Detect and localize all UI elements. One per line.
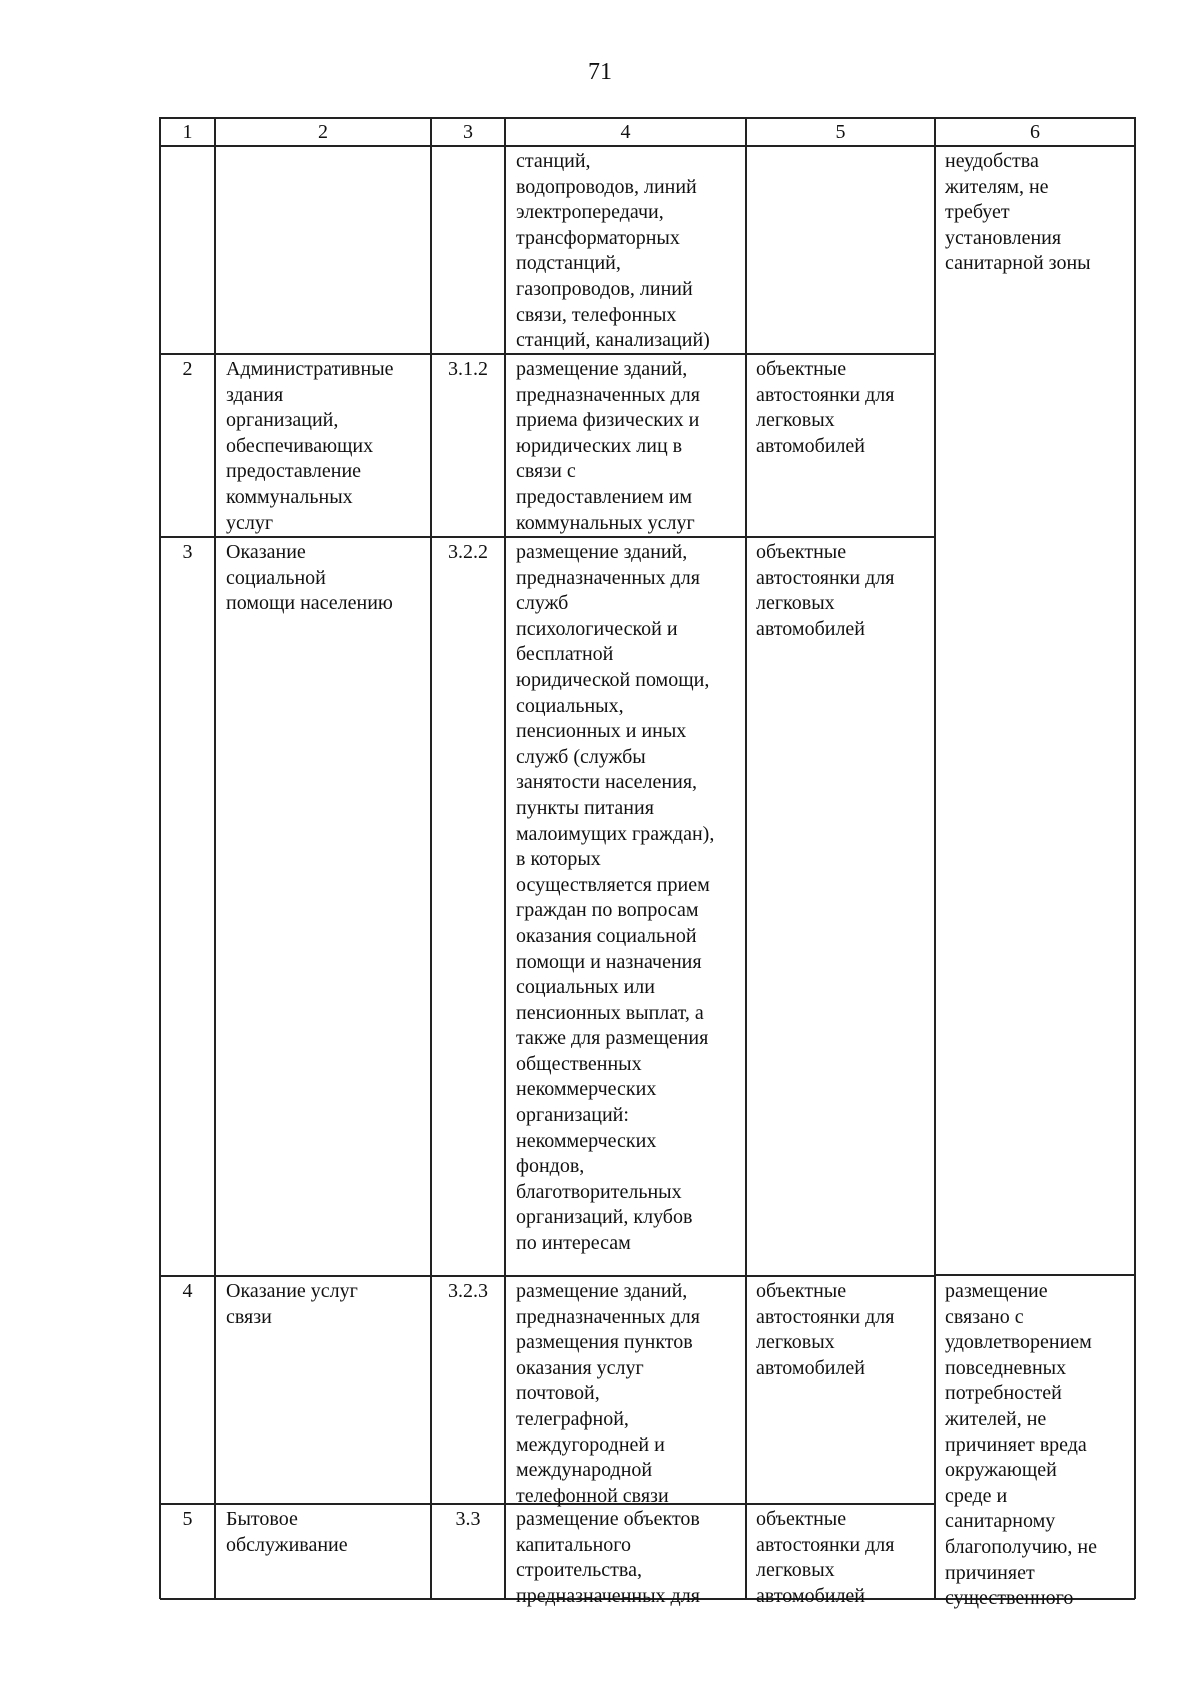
use-description-line: станций, канализаций)	[516, 329, 710, 352]
table-top-border	[160, 117, 1135, 119]
classifier-code: 3.2.2	[448, 541, 488, 563]
parking-requirement-line: объектные	[756, 1508, 847, 1530]
classifier-code: 3.2.3	[448, 1280, 488, 1302]
column-divider	[1134, 117, 1136, 1599]
use-type-name-line: социальной	[226, 566, 326, 589]
row-number: 2	[182, 358, 193, 380]
parking-requirement-line: объектные	[756, 358, 847, 380]
use-type-name-line: организаций,	[226, 409, 339, 432]
use-description-line: капитального	[516, 1533, 631, 1556]
note-text	[945, 149, 1091, 277]
parking-requirement	[756, 540, 894, 642]
note-text-line: потребностей	[945, 1382, 1062, 1405]
use-description-line: общественных	[516, 1052, 642, 1075]
note-divider	[935, 1274, 1135, 1276]
parking-requirement-line: легковых	[756, 1559, 835, 1582]
note-text-line: причиняет	[945, 1561, 1035, 1584]
use-type-name-line: здания	[226, 383, 284, 406]
use-description-line: бесплатной	[516, 643, 614, 666]
use-description-line: подстанций,	[516, 252, 621, 275]
parking-requirement-line: легковых	[756, 409, 835, 432]
column-divider	[745, 117, 747, 1599]
note-text-line: жителям, не	[945, 175, 1049, 198]
note-text-line: существенного	[945, 1587, 1074, 1610]
row-divider	[160, 536, 935, 538]
use-description-line: связи, телефонных	[516, 303, 677, 326]
note-text-line: жителей, не	[945, 1407, 1047, 1430]
use-description-line: коммунальных услуг	[516, 511, 695, 534]
use-type-name-line: обеспечивающих	[226, 434, 374, 457]
use-description-line: международной	[516, 1459, 653, 1482]
use-description-line: электропередачи,	[516, 201, 664, 224]
use-type-name	[226, 1279, 358, 1330]
note-text-line: установления	[945, 226, 1062, 249]
row-divider	[160, 1275, 935, 1277]
column-divider	[934, 117, 936, 1599]
use-description-line: благотворительных	[516, 1180, 682, 1203]
note-text-line: санитарному	[945, 1510, 1056, 1533]
use-description	[516, 357, 700, 536]
use-description-line: осуществляется прием	[516, 873, 710, 896]
use-description-line: помощи и назначения	[516, 950, 702, 973]
use-type-name-line: коммунальных	[226, 485, 353, 508]
use-description-line: занятости населения,	[516, 771, 698, 794]
use-description-line: фондов,	[516, 1155, 585, 1178]
use-description-line: размещение зданий,	[516, 541, 688, 563]
note-text-line: среде и	[945, 1484, 1008, 1507]
use-description	[516, 1507, 700, 1609]
parking-requirement	[756, 357, 894, 459]
note-text-line: размещение	[945, 1280, 1048, 1302]
use-description-line: граждан по вопросам	[516, 899, 699, 922]
parking-requirement-line: объектные	[756, 1280, 847, 1302]
note-text-line: благополучию, не	[945, 1535, 1097, 1558]
use-type-name-line: помощи населению	[226, 592, 393, 615]
use-type-name-line: Оказание	[226, 541, 306, 563]
note-text-line: санитарной зоны	[945, 252, 1091, 275]
note-text	[945, 1279, 1097, 1612]
use-description	[516, 149, 710, 354]
use-description-line: размещение объектов	[516, 1508, 700, 1530]
use-description-line: водопроводов, линий	[516, 175, 697, 198]
parking-requirement-line: автомобилей	[756, 617, 866, 640]
column-divider	[430, 117, 432, 1599]
use-description-line: телеграфной,	[516, 1407, 629, 1430]
note-text-line: требует	[945, 201, 1010, 224]
parking-requirement-line: автомобилей	[756, 434, 866, 457]
row-number: 4	[182, 1280, 193, 1302]
header-cell-5: 5	[835, 121, 846, 143]
header-cell-3: 3	[463, 121, 473, 143]
column-divider	[214, 117, 216, 1599]
use-description-line: также для размещения	[516, 1027, 709, 1050]
use-description	[516, 1279, 700, 1509]
use-description-line: телефонной связи	[516, 1484, 669, 1507]
use-description-line: социальных,	[516, 694, 624, 717]
parking-requirement-line: автомобилей	[756, 1356, 866, 1379]
use-description-line: предоставлением им	[516, 485, 693, 508]
use-description-line: предназначенных для	[516, 566, 700, 589]
use-description-line: станций,	[516, 150, 591, 172]
use-description-line: приема физических и	[516, 409, 700, 432]
use-description-line: социальных или	[516, 976, 655, 999]
note-text-line: связано с	[945, 1305, 1024, 1328]
parking-requirement-line: автостоянки для	[756, 566, 895, 589]
parking-requirement-line: объектные	[756, 541, 847, 563]
use-description-line: организаций, клубов	[516, 1206, 693, 1229]
header-cell-4: 4	[620, 121, 631, 143]
parking-requirement	[756, 1507, 894, 1609]
note-text-line: неудобства	[945, 150, 1039, 172]
header-cell-2: 2	[318, 121, 328, 143]
use-type-name-line: Административные	[226, 358, 394, 380]
parking-requirement-line: легковых	[756, 592, 835, 615]
use-description-line: пенсионных и иных	[516, 720, 687, 743]
use-type-name	[226, 540, 393, 617]
use-type-name-line: предоставление	[226, 460, 362, 483]
parking-requirement-line: автостоянки для	[756, 1533, 895, 1556]
page-number: 71	[588, 59, 612, 85]
use-description-line: предназначенных для	[516, 383, 700, 406]
use-description-line: служб (службы	[516, 745, 646, 768]
use-description-line: юридических лиц в	[516, 434, 683, 457]
use-type-name-line: Оказание услуг	[226, 1280, 358, 1302]
use-description-line: пункты питания	[516, 796, 654, 819]
use-type-name-line: связи	[226, 1305, 272, 1328]
row-number: 3	[182, 541, 193, 563]
use-description-line: газопроводов, линий	[516, 277, 693, 300]
parking-requirement-line: легковых	[756, 1331, 835, 1354]
use-description-line: строительства,	[516, 1559, 642, 1582]
land-use-table	[160, 117, 1135, 1610]
row-number: 5	[182, 1508, 193, 1530]
use-description-line: междугородней и	[516, 1433, 665, 1456]
use-description-line: некоммерческих	[516, 1129, 657, 1152]
use-description-line: организаций:	[516, 1104, 629, 1127]
parking-requirement-line: автомобилей	[756, 1584, 866, 1607]
use-description	[516, 540, 714, 1257]
use-description-line: некоммерческих	[516, 1078, 657, 1101]
header-cell-6: 6	[1030, 121, 1040, 143]
note-text-line: удовлетворением	[945, 1331, 1092, 1354]
parking-requirement-line: автостоянки для	[756, 1305, 895, 1328]
use-description-line: почтовой,	[516, 1382, 600, 1405]
use-description-line: пенсионных выплат, а	[516, 1001, 704, 1024]
classifier-code: 3.1.2	[448, 358, 488, 380]
use-description-line: предназначенных для	[516, 1305, 700, 1328]
use-description-line: малоимущих граждан),	[516, 822, 715, 845]
use-description-line: оказания услуг	[516, 1356, 644, 1379]
use-description-line: трансформаторных	[516, 226, 680, 249]
use-description-line: по интересам	[516, 1232, 631, 1255]
use-description-line: служб	[516, 592, 569, 615]
use-description-line: оказания социальной	[516, 924, 697, 947]
use-description-line: связи с	[516, 460, 576, 483]
use-type-name	[226, 1507, 348, 1558]
use-type-name-line: обслуживание	[226, 1533, 348, 1556]
parking-requirement-line: автостоянки для	[756, 383, 895, 406]
use-type-name-line: Бытовое	[226, 1508, 298, 1530]
note-text-line: окружающей	[945, 1459, 1057, 1482]
use-description-line: размещение зданий,	[516, 358, 688, 380]
use-description-line: размещения пунктов	[516, 1331, 693, 1354]
use-description-line: в которых	[516, 848, 601, 871]
header-cell-1: 1	[182, 121, 193, 143]
classifier-code: 3.3	[455, 1508, 481, 1530]
header-bottom-border	[160, 145, 1135, 147]
use-description-line: предназначенных для	[516, 1584, 700, 1607]
parking-requirement	[756, 1279, 894, 1381]
column-divider	[159, 117, 161, 1599]
use-description-line: психологической и	[516, 617, 678, 640]
note-text-line: причиняет вреда	[945, 1433, 1087, 1456]
use-description-line: юридической помощи,	[516, 668, 710, 691]
use-type-name-line: услуг	[226, 511, 274, 534]
use-description-line: размещение зданий,	[516, 1280, 688, 1302]
use-type-name	[226, 357, 394, 536]
note-text-line: повседневных	[945, 1356, 1067, 1379]
column-divider	[504, 117, 506, 1599]
